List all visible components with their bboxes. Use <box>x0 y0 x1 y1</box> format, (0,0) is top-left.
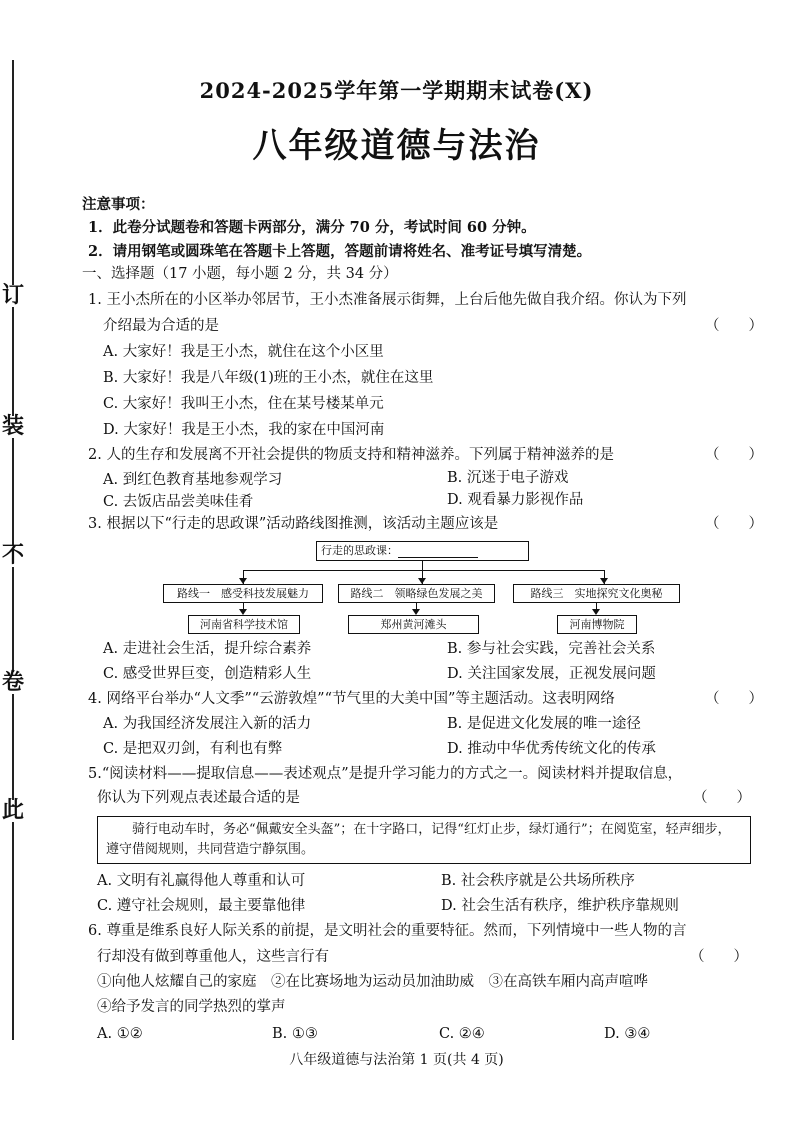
q4-option-c: C. 是把双刃剑，有利也有弊 <box>103 741 283 757</box>
margin-char: 装 <box>1 414 24 439</box>
exam-title: 2024-2025学年第一学期期末试卷(X) <box>199 78 594 103</box>
answer-paren: （ ） <box>693 790 751 806</box>
q1-option-c: C. 大家好！我叫王小杰，住在某号楼某单元 <box>103 396 384 412</box>
q5-option-d: D. 社会生活有秩序，维护秩序靠规则 <box>441 898 679 914</box>
destination-box-1 <box>188 615 300 634</box>
route-box-1 <box>163 584 323 603</box>
answer-paren: （ ） <box>705 516 763 532</box>
q3-option-a: A. 走进社会生活，提升综合素养 <box>103 641 312 657</box>
destination-label: 郑州黄河滩头 <box>380 618 447 631</box>
q6-option-a: A. ①② <box>97 1026 143 1042</box>
route-box-2 <box>338 584 495 603</box>
route-box-3 <box>513 584 680 603</box>
margin-char: 订 <box>1 283 24 308</box>
destination-box-2 <box>348 615 479 634</box>
note-item: 2．请用钢笔或圆珠笔在答题卡上答题，答题前请将姓名、准考证号填写清楚。 <box>88 243 592 260</box>
q3-option-d: D. 关注国家发展，正视发展问题 <box>447 666 656 682</box>
note-item: 1．此卷分试题卷和答题卡两部分，满分 70 分，考试时间 60 分钟。 <box>88 219 536 236</box>
q1-stem: 介绍最为合适的是 <box>103 318 219 334</box>
q6-stem: 6. 尊重是维系良好人际关系的前提，是文明社会的重要特征。然而，下列情境中一些人物的言 <box>88 923 687 939</box>
route-label: 路线一 感受科技发展魅力 <box>177 587 309 600</box>
q6-option-c: C. ②④ <box>439 1026 485 1042</box>
margin-char: 此 <box>1 798 24 823</box>
section-heading: 一、选择题（17 小题，每小题 2 分，共 34 分） <box>82 266 398 282</box>
q3-stem: 3. 根据以下“行走的思政课”活动路线图推测，该活动主题应该是 <box>88 516 499 532</box>
answer-paren: （ ） <box>705 318 763 334</box>
margin-char: 卷 <box>1 670 24 695</box>
q2-stem: 2. 人的生存和发展离不开社会提供的物质支持和精神滋养。下列属于精神滋养的是 <box>88 447 614 463</box>
q4-option-b: B. 是促进文化发展的唯一途径 <box>447 716 641 732</box>
q1-stem: 1. 王小杰所在的小区举办邻居节，王小杰准备展示街舞，上台后他先做自我介绍。你认为下列 <box>88 292 687 308</box>
route-label: 路线三 实地探究文化奥秘 <box>530 587 663 600</box>
q6-statements: ①向他人炫耀自己的家庭 ②在比赛场地为运动员加油助威 ③在高铁车厢内高声喧哗 <box>97 974 648 990</box>
q2-option-a: A. 到红色教育基地参观学习 <box>103 472 283 488</box>
answer-paren: （ ） <box>705 691 763 707</box>
chart-top-label: 行走的思政课： <box>321 544 398 557</box>
q2-option-c: C. 去饭店品尝美味佳肴 <box>103 494 254 510</box>
q3-option-b: B. 参与社会实践，完善社会关系 <box>447 641 656 657</box>
q4-option-a: A. 为我国经济发展注入新的活力 <box>103 716 312 732</box>
destination-label: 河南省科学技术馆 <box>200 618 288 631</box>
q5-option-b: B. 社会秩序就是公共场所秩序 <box>441 873 635 889</box>
q6-option-d: D. ③④ <box>604 1026 651 1042</box>
answer-paren: （ ） <box>705 447 763 463</box>
q5-stem: 5.“阅读材料——提取信息——表述观点”是提升学习能力的方式之一。阅读材料并提取信息， <box>88 766 683 782</box>
q5-stem: 你认为下列观点表述最合适的是 <box>97 790 300 806</box>
route-label: 路线二 领略绿色发展之美 <box>350 587 483 600</box>
q4-stem: 4. 网络平台举办“人文季”“云游敦煌”“节气里的大美中国”等主题活动。这表明网络 <box>88 691 615 707</box>
q2-option-b: B. 沉迷于电子游戏 <box>447 470 569 486</box>
destination-label: 河南博物院 <box>569 618 625 631</box>
destination-box-3 <box>557 615 637 634</box>
q6-option-b: B. ①③ <box>272 1026 318 1042</box>
notes-heading: 注意事项： <box>82 196 155 213</box>
page-footer: 八年级道德与法治第 1 页(共 4 页) <box>289 1052 504 1068</box>
q5-option-c: C. 遵守社会规则，最主要靠他律 <box>97 898 306 914</box>
q6-statements: ④给予发言的同学热烈的掌声 <box>97 999 286 1015</box>
q4-option-d: D. 推动中华优秀传统文化的传承 <box>447 741 656 757</box>
q1-option-d: D. 大家好！我是王小杰，我的家在中国河南 <box>103 422 385 438</box>
margin-char: 不 <box>1 543 24 568</box>
answer-paren: （ ） <box>690 949 748 965</box>
q3-option-c: C. 感受世界巨变，创造精彩人生 <box>103 666 312 682</box>
chart-top-box <box>316 541 529 561</box>
q1-option-a: A. 大家好！我是王小杰，就住在这个小区里 <box>103 344 384 360</box>
q2-option-d: D. 观看暴力影视作品 <box>447 492 584 508</box>
reading-material-box <box>97 816 751 864</box>
connector <box>243 570 605 571</box>
reading-material-text: 遵守借阅规则，共同营造宁静氛围。 <box>106 842 315 857</box>
reading-material-text: 骑行电动车时，务必“佩戴安全头盔”；在十字路口，记得“红灯止步，绿灯通行”；在阅览室，轻声细步， <box>132 822 731 837</box>
q1-option-b: B. 大家好！我是八年级(1)班的王小杰，就住在这里 <box>103 370 434 386</box>
subject-title: 八年级道德与法治 <box>252 126 541 166</box>
q6-stem: 行却没有做到尊重他人，这些言行有 <box>97 949 329 965</box>
q5-option-a: A. 文明有礼赢得他人尊重和认可 <box>97 873 306 889</box>
